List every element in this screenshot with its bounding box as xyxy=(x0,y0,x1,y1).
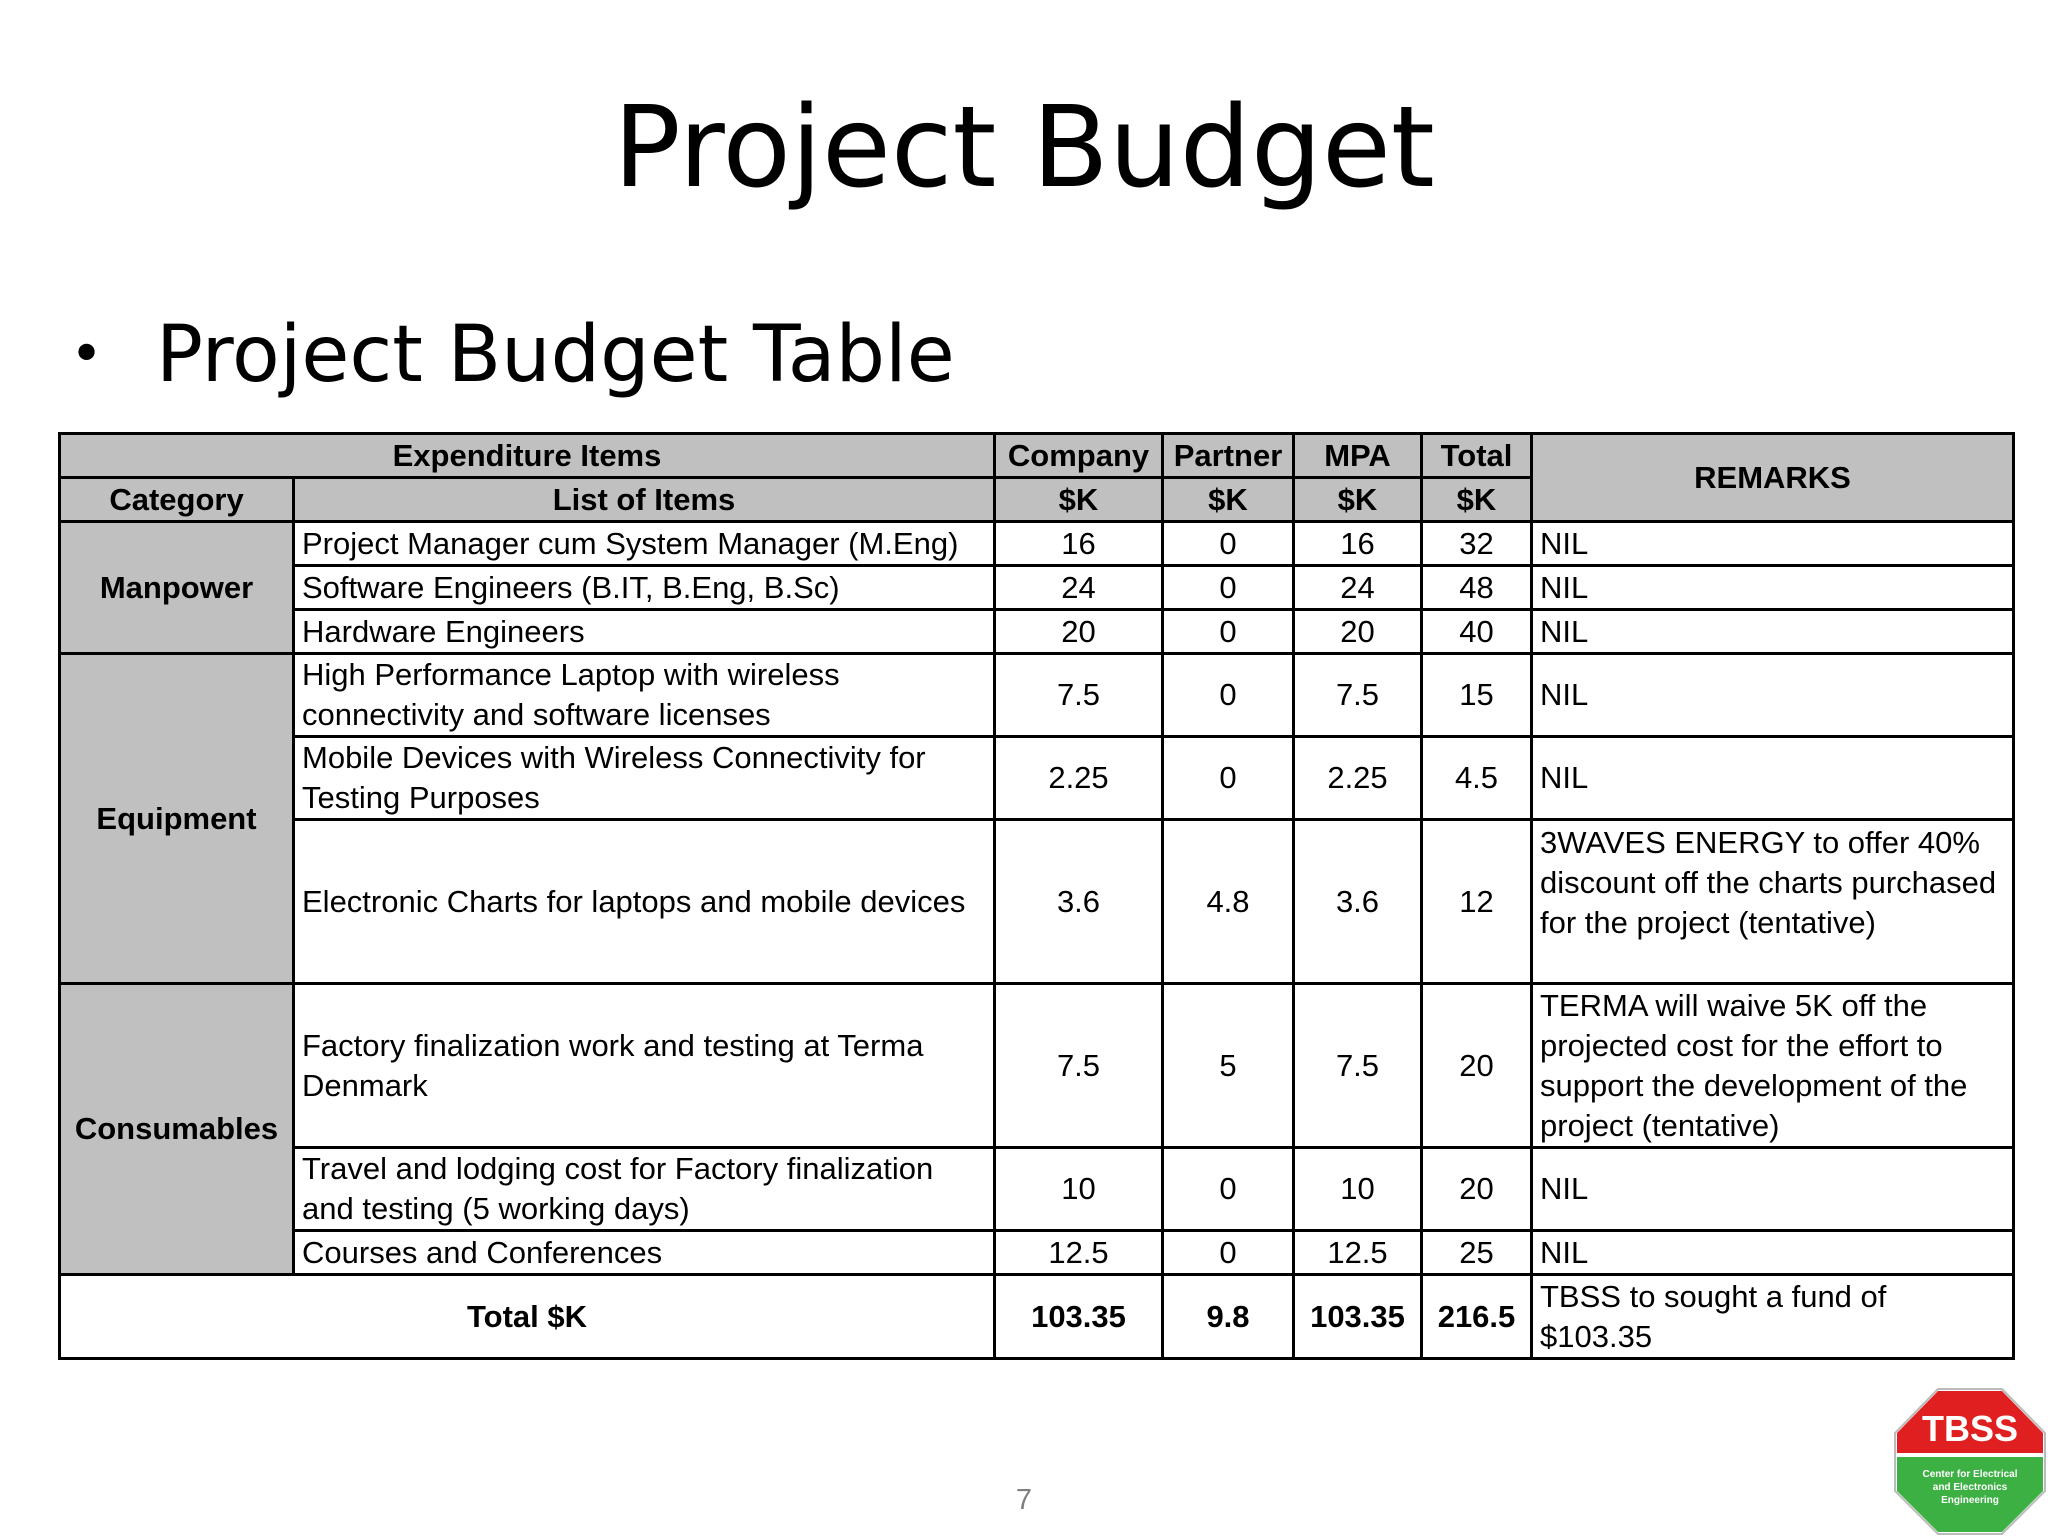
remarks-cell: NIL xyxy=(1532,610,2014,654)
item-cell: Project Manager cum System Manager (M.Eng) xyxy=(294,522,995,566)
partner-cell: 0 xyxy=(1163,566,1294,610)
item-cell: Courses and Conferences xyxy=(294,1231,995,1275)
item-cell: Travel and lodging cost for Factory finalization and testing (5 working days) xyxy=(294,1148,995,1231)
bullet-item xyxy=(70,305,955,405)
partner-cell: 0 xyxy=(1163,737,1294,820)
item-cell: Factory finalization work and testing at Terma Denmark xyxy=(294,984,995,1148)
total-cell: 12 xyxy=(1422,820,1532,984)
company-cell: 24 xyxy=(995,566,1163,610)
total-mpa: 103.35 xyxy=(1294,1275,1422,1359)
header-company-unit: $K xyxy=(995,478,1163,522)
company-cell: 20 xyxy=(995,610,1163,654)
header-partner: Partner xyxy=(1163,434,1294,478)
item-cell: High Performance Laptop with wireless connectivity and software licenses xyxy=(294,654,995,737)
company-cell: 7.5 xyxy=(995,984,1163,1148)
table-row xyxy=(60,566,2014,610)
bullet-dot-icon: • xyxy=(70,322,104,387)
header-company: Company xyxy=(995,434,1163,478)
partner-cell: 5 xyxy=(1163,984,1294,1148)
remarks-cell: NIL xyxy=(1532,1148,2014,1231)
company-cell: 2.25 xyxy=(995,737,1163,820)
company-cell: 3.6 xyxy=(995,820,1163,984)
partner-cell: 0 xyxy=(1163,654,1294,737)
mpa-cell: 12.5 xyxy=(1294,1231,1422,1275)
total-cell: 4.5 xyxy=(1422,737,1532,820)
table-row xyxy=(60,522,2014,566)
company-cell: 16 xyxy=(995,522,1163,566)
remarks-cell: NIL xyxy=(1532,522,2014,566)
total-cell: 25 xyxy=(1422,1231,1532,1275)
remarks-cell: NIL xyxy=(1532,654,2014,737)
total-cell: 20 xyxy=(1422,984,1532,1148)
header-mpa: MPA xyxy=(1294,434,1422,478)
mpa-cell: 7.5 xyxy=(1294,654,1422,737)
partner-cell: 0 xyxy=(1163,522,1294,566)
budget-table xyxy=(58,432,2015,1360)
header-list-of-items: List of Items xyxy=(294,478,995,522)
header-remarks: REMARKS xyxy=(1532,434,2014,522)
header-row-1 xyxy=(60,434,2014,478)
total-company: 103.35 xyxy=(995,1275,1163,1359)
total-remarks: TBSS to sought a fund of $103.35 xyxy=(1532,1275,2014,1359)
company-cell: 7.5 xyxy=(995,654,1163,737)
table-row xyxy=(60,984,2014,1148)
total-cell: 20 xyxy=(1422,1148,1532,1231)
tbss-logo xyxy=(1893,1387,2047,1536)
total-label: Total $K xyxy=(60,1275,995,1359)
total-row xyxy=(60,1275,2014,1359)
category-manpower: Manpower xyxy=(60,522,294,654)
logo-text: TBSS xyxy=(1921,1408,2019,1449)
item-cell: Software Engineers (B.IT, B.Eng, B.Sc) xyxy=(294,566,995,610)
logo-subtitle-line-1: Center for Electrical xyxy=(1922,1469,2018,1480)
table-row xyxy=(60,654,2014,737)
bullet-text: Project Budget Table xyxy=(156,310,955,400)
total-partner: 9.8 xyxy=(1163,1275,1294,1359)
logo-subtitle-line-2: and Electronics xyxy=(1932,1482,2008,1493)
table-row xyxy=(60,737,2014,820)
header-partner-unit: $K xyxy=(1163,478,1294,522)
company-cell: 10 xyxy=(995,1148,1163,1231)
remarks-cell: TERMA will waive 5K off the projected cost for the effort to support the development of the project (tentative) xyxy=(1532,984,2014,1148)
partner-cell: 0 xyxy=(1163,1148,1294,1231)
item-cell: Electronic Charts for laptops and mobile devices xyxy=(294,820,995,984)
total-cell: 32 xyxy=(1422,522,1532,566)
mpa-cell: 16 xyxy=(1294,522,1422,566)
mpa-cell: 10 xyxy=(1294,1148,1422,1231)
header-mpa-unit: $K xyxy=(1294,478,1422,522)
total-cell: 48 xyxy=(1422,566,1532,610)
mpa-cell: 3.6 xyxy=(1294,820,1422,984)
slide-title: Project Budget xyxy=(613,83,1435,213)
mpa-cell: 2.25 xyxy=(1294,737,1422,820)
mpa-cell: 20 xyxy=(1294,610,1422,654)
total-cell: 15 xyxy=(1422,654,1532,737)
total-total: 216.5 xyxy=(1422,1275,1532,1359)
partner-cell: 0 xyxy=(1163,1231,1294,1275)
category-consumables: Consumables xyxy=(60,984,294,1275)
item-cell: Mobile Devices with Wireless Connectivity for Testing Purposes xyxy=(294,737,995,820)
remarks-cell: NIL xyxy=(1532,737,2014,820)
table-row xyxy=(60,610,2014,654)
remarks-cell: NIL xyxy=(1532,566,2014,610)
header-total: Total xyxy=(1422,434,1532,478)
item-cell: Hardware Engineers xyxy=(294,610,995,654)
header-expenditure-items: Expenditure Items xyxy=(60,434,995,478)
partner-cell: 4.8 xyxy=(1163,820,1294,984)
table-row xyxy=(60,820,2014,984)
category-equipment: Equipment xyxy=(60,654,294,984)
page-number: 7 xyxy=(1015,1484,1033,1516)
mpa-cell: 7.5 xyxy=(1294,984,1422,1148)
table-row xyxy=(60,1231,2014,1275)
partner-cell: 0 xyxy=(1163,610,1294,654)
total-cell: 40 xyxy=(1422,610,1532,654)
mpa-cell: 24 xyxy=(1294,566,1422,610)
header-total-unit: $K xyxy=(1422,478,1532,522)
company-cell: 12.5 xyxy=(995,1231,1163,1275)
remarks-cell: NIL xyxy=(1532,1231,2014,1275)
header-category: Category xyxy=(60,478,294,522)
logo-subtitle-line-3: Engineering xyxy=(1941,1495,1999,1506)
remarks-cell: 3WAVES ENERGY to offer 40% discount off the charts purchased for the project (tentative) xyxy=(1532,820,2014,984)
table-row xyxy=(60,1148,2014,1231)
